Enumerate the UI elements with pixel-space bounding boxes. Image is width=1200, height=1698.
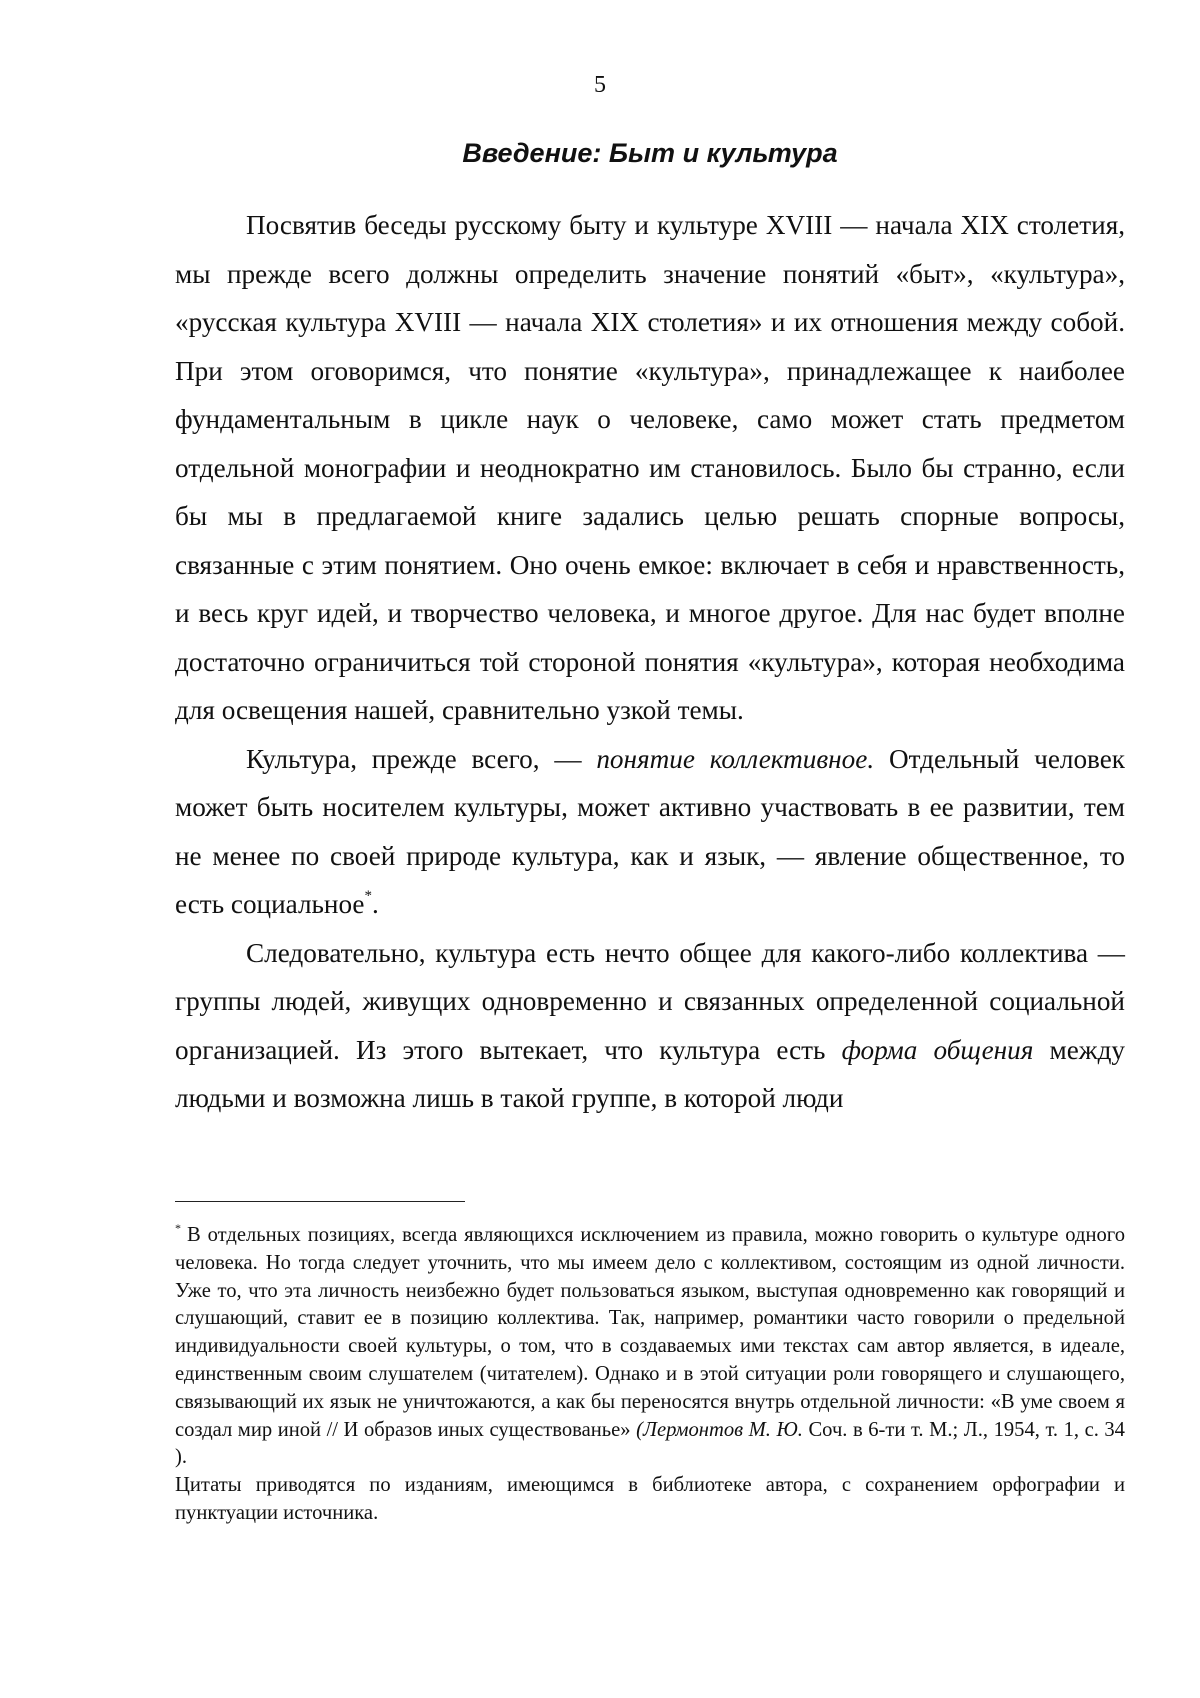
footnote-1-text-a: В отдельных позициях, всегда являющихся исключением из правила, можно говорить о культуре одного человека. Но тогда следует уточнить, что мы имеем дело с коллективом, состоящим из одной личности. Уже то, что эта личность неизбежно будет пользоваться языком, выступая одновременно как говорящий и слушающий, ставит ее в позицию коллектива. Так, например, романтики часто говорили о предельной индивидуальности своей культуры, о том, что в создаваемых ими текстах сам автор является, в идеале, единственным своим слушателем (читателем). Однако и в этой ситуации роли говорящего и слушающего, связывающий их язык не уничтожаются, а как бы переносятся внутрь отдельной личности: «В уме своем я создал мир иной // И образов иных существованье» [175, 1224, 1125, 1441]
paragraph-2-text-b: Отдельный человек может быть носителем культуры, может активно участвовать в ее развитии, тем не менее по своей природе культура, как и язык, — явление общественное, то есть социальное [175, 743, 1126, 919]
paragraph-3-text-a: Следовательно, культура есть нечто общее для какого-либо коллектива — группы людей, живущих одновременно и связанных определенной социальной организацией. Из этого вытекает, что культура есть [175, 937, 1125, 1065]
paragraph-3-emphasis: форма общения [841, 1034, 1034, 1065]
page-title: Введение: Быт и культура [462, 138, 838, 168]
paragraph-2 [175, 735, 1125, 929]
paragraph-2-emphasis: понятие коллективное. [596, 743, 875, 774]
body-text [175, 201, 1125, 1123]
paragraph-3 [175, 929, 1125, 1123]
paragraph-2-text-a: Культура, прежде всего, — [246, 743, 597, 774]
footnote-1 [175, 1222, 1125, 1472]
footnote-reference-mark[interactable]: * [364, 888, 372, 904]
footnote-1-citation-author: (Лермонтов М. Ю. [636, 1418, 803, 1441]
paragraph-2-end: . [371, 889, 379, 919]
footnote-separator [175, 1201, 465, 1202]
footnote-2: Цитаты приводятся по изданиям, имеющимся в библиотеке автора, с сохранением орфографии и пунктуации источника. [175, 1474, 1125, 1524]
footnote-1-text-b: Соч. в 6-ти т. М.; Л., 1954, т. 1, с. 34 ). [175, 1418, 1125, 1469]
footnote-mark: * [175, 1221, 181, 1235]
paragraph-3-text-b: между людьми и возможна лишь в такой группе, в которой люди [175, 1034, 1125, 1113]
footnotes [175, 1222, 1125, 1528]
page-number: 5 [594, 72, 606, 98]
paragraph-1: Посвятив беседы русскому быту и культуре XVIII — начала XIX столетия, мы прежде всего должны определить значение понятий «быт», «культура», «русская культура XVIII — начала XIX столетия» и их отношения между собой. При этом оговоримся, что понятие «культура», принадлежащее к наиболее фундаментальным в цикле наук о человеке, само может стать предметом отдельной монографии и неоднократно им становилось. Было бы странно, если бы мы в предлагаемой книге задались целью решать спорные вопросы, связанные с этим понятием. Оно очень емкое: включает в себя и нравственность, и весь круг идей, и творчество человека, и многое другое. Для нас будет вполне достаточно ограничиться той стороной понятия «культура», которая необходима для освещения нашей, сравнительно узкой темы. [175, 210, 1125, 725]
